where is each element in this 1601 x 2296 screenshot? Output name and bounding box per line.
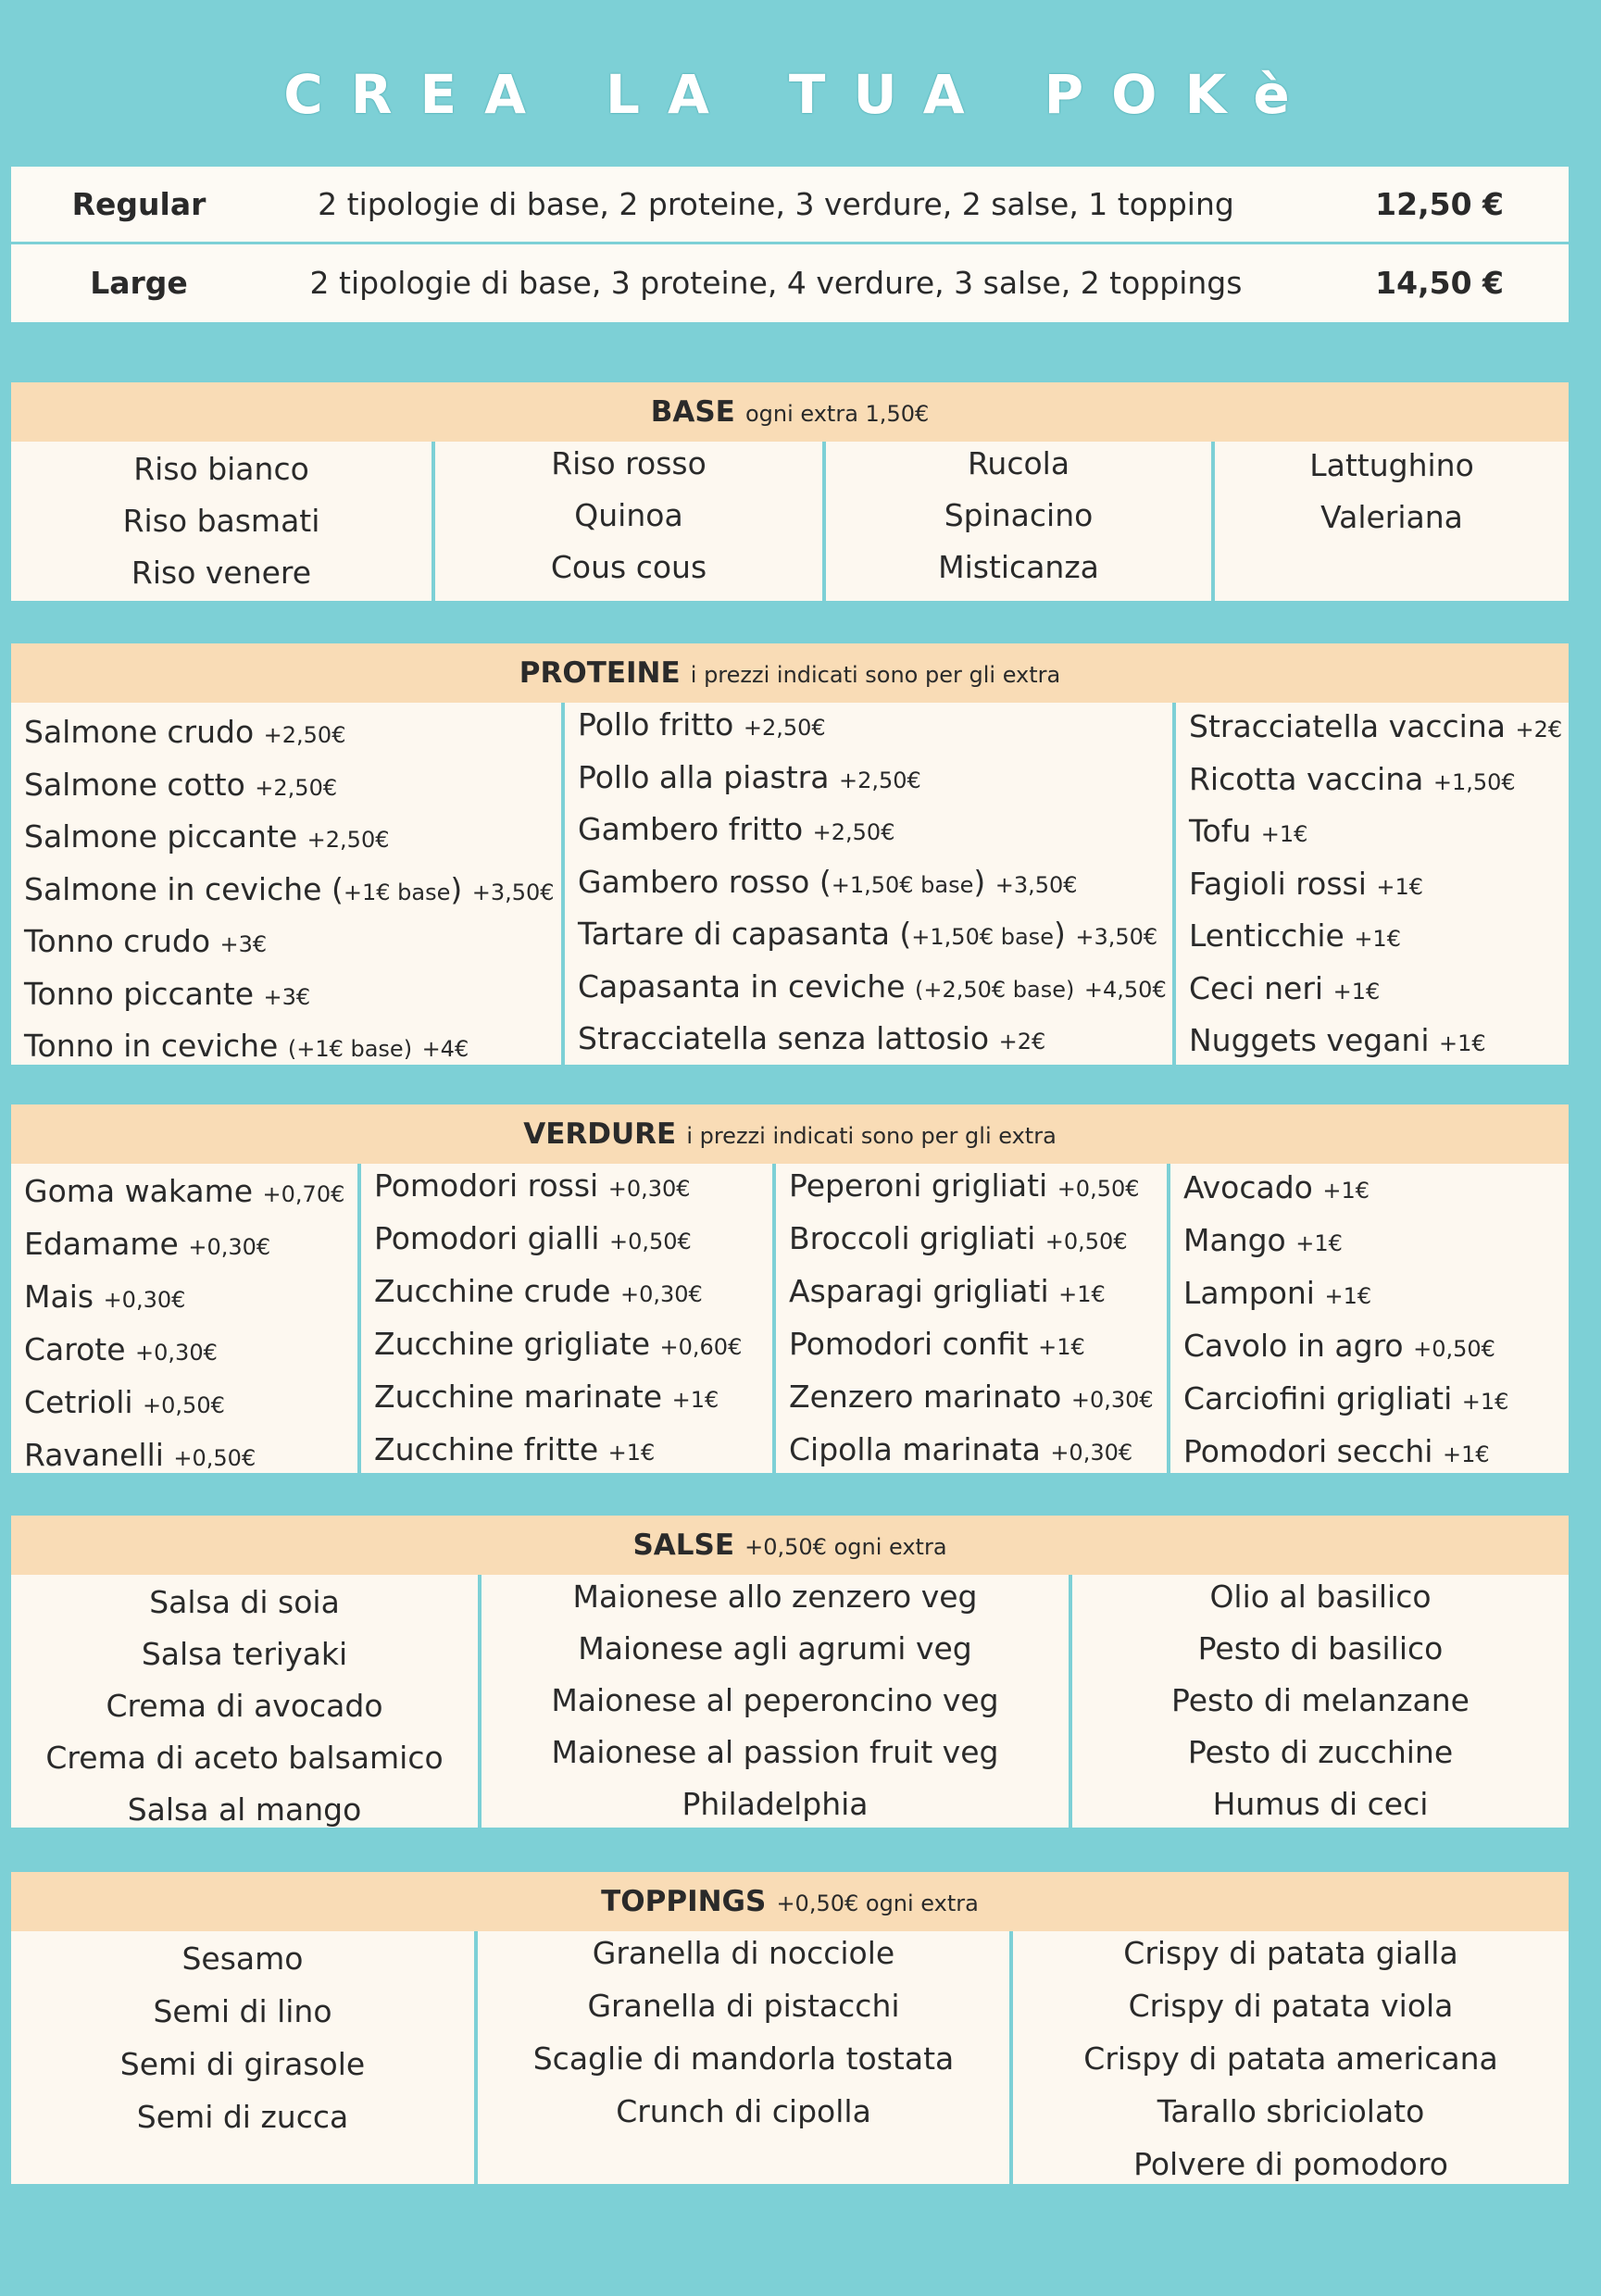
item-price: +4,50€ [1083,976,1167,1003]
item-name: Pomodori rossi [374,1167,599,1204]
title-word: LA [606,63,737,126]
section-body [11,1575,1569,1828]
item-name: Salsa di soia [149,1584,340,1620]
item-name: Carote [24,1331,126,1367]
item-name: Pesto di zucchine [1187,1734,1454,1770]
menu-item [482,1786,1069,1822]
title-word: TUA [788,63,993,126]
item-price: +1€ [1295,1230,1343,1256]
item-paren: ( [819,863,832,900]
item-price: +2,50€ [263,722,346,748]
size-name: Regular [71,186,206,222]
item-price: +3,50€ [1075,924,1158,950]
item-name: Riso bianco [133,451,309,487]
item-price: +1€ [1322,1178,1370,1204]
item-name: Pesto di basilico [1197,1630,1444,1666]
item-paren: ) [973,863,986,900]
menu-item [789,1167,1140,1204]
menu-item [1013,2093,1569,2129]
menu-item [1189,970,1380,1006]
item-name: Crunch di cipolla [616,2093,871,2129]
item-name: Ricotta vaccina [1189,760,1424,797]
menu-item [482,1578,1069,1615]
menu-item [24,1279,185,1315]
item-name: Granella di pistacchi [587,1988,900,2024]
item-name: Salmone crudo [24,714,255,750]
item-name: Stracciatella vaccina [1189,708,1506,744]
menu-item [11,2046,474,2082]
item-price: +1€ [1260,821,1308,847]
menu-item [1013,1988,1569,2024]
item-name: Riso basmati [122,503,320,539]
item-name: Misticanza [938,549,1099,585]
item-price: +0,50€ [143,1392,225,1418]
item-base-surcharge: +1,50€ base [831,871,974,898]
item-price: +1€ [1332,978,1381,1004]
item-name: Zucchine fritte [374,1431,599,1467]
menu-item [789,1326,1085,1362]
item-name: Rucola [967,445,1070,481]
menu-item [11,1688,478,1724]
item-name: Semi di zucca [136,2099,349,2135]
item-price: +0,70€ [262,1181,345,1207]
item-name: Semi di girasole [119,2046,366,2082]
size-pricing-table [11,167,1569,322]
item-name: Crispy di patata americana [1083,2040,1498,2077]
item-price: +1€ [1324,1283,1372,1309]
menu-item [1183,1380,1508,1416]
item-name: Zucchine crude [374,1273,611,1309]
item-name: Quinoa [574,497,683,533]
menu-item [1189,1022,1486,1058]
menu-column [11,703,565,1065]
menu-item [24,976,310,1012]
item-name: Nuggets vegani [1189,1022,1430,1058]
menu-item [11,1993,474,2029]
item-price: +4€ [421,1036,469,1062]
menu-item [1189,917,1401,954]
item-name: Stracciatella senza lattosio [578,1020,990,1056]
item-name: Spinacino [944,497,1094,533]
menu-item [578,811,894,847]
item-name: Cipolla marinata [789,1431,1041,1467]
menu-item [11,451,432,487]
item-price: +3,50€ [471,879,555,905]
item-name: Cavolo in agro [1183,1328,1404,1364]
menu-item [1072,1630,1569,1666]
menu-item [1183,1275,1371,1311]
item-price: +0,30€ [1070,1387,1154,1413]
item-name: Valeriana [1320,499,1463,535]
item-name: Salmone piccante [24,818,298,855]
item-name: Semi di lino [153,1993,332,2029]
item-price: +1€ [607,1440,656,1466]
size-description: 2 tipologie di base, 2 proteine, 3 verdure, 2 salse, 1 topping [318,186,1234,222]
menu-column [1215,442,1569,601]
menu-item [789,1220,1128,1256]
menu-item [826,445,1211,481]
menu-item [11,1584,478,1620]
section-header [11,1104,1569,1164]
item-price: +0,50€ [608,1229,692,1254]
item-name: Maionese al peperoncino veg [551,1682,999,1718]
item-price: +1€ [1439,1030,1486,1056]
section-header [11,382,1569,442]
section-salse [11,1516,1569,1828]
item-name: Philadelphia [682,1786,869,1822]
menu-item [11,2099,474,2135]
menu-item [1072,1734,1569,1770]
item-name: Sesamo [181,1940,304,1977]
item-name: Tartare di capasanta [578,916,890,952]
menu-column [361,1164,776,1473]
item-name: Riso venere [131,555,312,591]
menu-item [374,1379,719,1415]
menu-item [1072,1786,1569,1822]
item-price: +1€ [671,1387,719,1413]
menu-item [435,549,822,585]
section-body [11,442,1569,601]
section-proteine [11,643,1569,1065]
item-price: +0,30€ [103,1287,186,1313]
item-name: Lamponi [1183,1275,1315,1311]
menu-item [482,1682,1069,1718]
item-name: Humus di ceci [1212,1786,1429,1822]
menu-item [826,549,1211,585]
item-price: +3,50€ [994,871,1078,898]
section-header [11,643,1569,703]
item-price: +2,50€ [306,827,390,853]
menu-item [578,864,1078,900]
item-name: Ravanelli [24,1437,164,1473]
menu-item [1072,1682,1569,1718]
size-row-regular [11,167,1569,244]
item-paren: ) [1053,916,1066,952]
item-name: Crema di avocado [106,1688,383,1724]
item-name: Zucchine grigliate [374,1326,651,1362]
menu-column [565,703,1176,1065]
item-name: Olio al basilico [1209,1578,1432,1615]
item-price: +0,30€ [607,1176,691,1202]
item-name: Lattughino [1309,447,1474,483]
item-price: +2,50€ [743,715,826,741]
item-name: Pollo fritto [578,706,734,742]
item-name: Scaglie di mandorla tostata [532,2040,955,2077]
section-title: SALSE [632,1529,735,1562]
item-name: Asparagi grigliati [789,1273,1049,1309]
item-name: Avocado [1183,1169,1313,1205]
menu-item [1189,761,1516,797]
section-title: VERDURE [523,1117,677,1151]
item-name: Lenticchie [1189,917,1345,954]
item-price: +2,50€ [255,774,338,801]
menu-item [11,503,432,539]
menu-item [24,714,345,750]
item-price: +1€ [1376,873,1424,900]
menu-item [578,706,826,742]
menu-item [1189,866,1423,902]
item-price: +1€ [1038,1334,1085,1360]
menu-item [11,1740,478,1776]
item-name: Goma wakame [24,1173,254,1209]
section-note: +0,50€ ogni extra [744,1534,947,1560]
item-base-surcharge: (+1€ base) [287,1036,413,1062]
menu-item [1072,1578,1569,1615]
item-price: +0,30€ [1050,1440,1133,1466]
menu-item [826,497,1211,533]
section-note: +0,50€ ogni extra [776,1890,979,1916]
item-price: +0,30€ [188,1234,271,1260]
item-price: +2€ [998,1029,1046,1054]
item-price: +3€ [263,983,311,1010]
menu-item [1183,1222,1343,1258]
item-name: Granella di nocciole [592,1935,895,1971]
section-note: ogni extra 1,50€ [744,401,930,427]
item-name: Tonno piccante [24,975,255,1012]
item-name: Gambero fritto [578,811,804,847]
menu-column [1170,1164,1569,1473]
item-paren: ( [331,870,344,907]
menu-item [24,1331,218,1367]
menu-item [578,968,1167,1004]
menu-item [24,923,267,959]
item-name: Riso rosso [551,445,707,481]
menu-column [11,1164,361,1473]
item-name: Cous cous [550,549,707,585]
page-title [0,57,1601,131]
menu-item [1013,2040,1569,2077]
item-name: Ceci neri [1189,969,1324,1006]
section-note: i prezzi indicati sono per gli extra [690,662,1061,688]
item-base-surcharge: +1€ base [343,879,451,905]
menu-item [1215,447,1569,483]
item-name: Pomodori gialli [374,1220,600,1256]
item-name: Gambero rosso [578,863,810,900]
menu-item [435,445,822,481]
menu-item [374,1220,692,1256]
menu-item [24,1384,225,1420]
menu-item [1183,1328,1495,1364]
item-name: Broccoli grigliati [789,1220,1036,1256]
section-title: PROTEINE [519,656,681,690]
menu-item [24,818,390,855]
menu-item [374,1273,703,1309]
menu-column [776,1164,1170,1473]
section-note: i prezzi indicati sono per gli extra [686,1123,1057,1149]
item-name: Salmone in ceviche [24,870,322,907]
size-description: 2 tipologie di base, 3 proteine, 4 verdure, 3 salse, 2 toppings [309,265,1243,301]
item-name: Tonno crudo [24,923,211,959]
item-base-surcharge: (+2,50€ base) [915,976,1075,1003]
menu-item [478,1988,1009,2024]
menu-item [24,871,555,907]
item-name: Capasanta in ceviche [578,967,906,1004]
menu-item [435,497,822,533]
item-name: Maionese allo zenzero veg [572,1578,978,1615]
section-body [11,1931,1569,2184]
size-price: 12,50 € [1375,186,1504,222]
item-name: Tofu [1189,813,1252,849]
menu-item [578,1020,1045,1056]
menu-item [578,759,921,795]
item-name: Mango [1183,1222,1286,1258]
menu-item [11,1791,478,1828]
item-name: Pomodori confit [789,1326,1029,1362]
size-name: Large [90,265,188,301]
item-price: +3€ [219,931,268,957]
item-price: +0,50€ [173,1445,256,1471]
size-price: 14,50 € [1375,265,1504,301]
menu-item [24,1028,469,1064]
item-price: +0,60€ [659,1334,743,1360]
item-price: +1€ [1354,926,1401,952]
menu-item [1013,2146,1569,2182]
menu-item [374,1167,691,1204]
item-price: +1,50€ [1432,768,1516,795]
menu-item [482,1734,1069,1770]
item-name: Crema di aceto balsamico [45,1740,444,1776]
menu-column [11,1575,482,1828]
item-name: Salmone cotto [24,766,245,803]
title-word: POKè [1044,63,1318,126]
menu-item [482,1630,1069,1666]
menu-column [1072,1575,1569,1828]
section-verdure [11,1104,1569,1473]
item-paren: ) [450,870,463,907]
menu-column [1013,1931,1569,2184]
menu-item [789,1431,1132,1467]
item-name: Maionese agli agrumi veg [578,1630,972,1666]
menu-item [24,1226,270,1262]
menu-item [11,555,432,591]
section-header [11,1872,1569,1931]
item-name: Pomodori secchi [1183,1433,1433,1469]
item-name: Fagioli rossi [1189,865,1367,902]
section-toppings [11,1872,1569,2184]
menu-item [1189,813,1307,849]
item-price: +0,30€ [135,1340,218,1366]
item-name: Polvere di pomodoro [1133,2146,1448,2182]
item-price: +0,30€ [619,1281,703,1307]
item-name: Edamame [24,1226,179,1262]
menu-item [24,1437,256,1473]
item-name: Cetrioli [24,1384,133,1420]
item-name: Crispy di patata viola [1128,1988,1454,2024]
section-body [11,1164,1569,1473]
section-title: TOPPINGS [601,1885,767,1918]
item-name: Pesto di melanzane [1171,1682,1470,1718]
menu-column [435,442,826,601]
menu-item [1189,708,1562,744]
item-name: Peperoni grigliati [789,1167,1048,1204]
item-price: +2€ [1515,717,1563,742]
item-name: Tonno in ceviche [24,1028,279,1064]
item-paren: ( [899,916,912,952]
item-name: Tarallo sbriciolato [1157,2093,1425,2129]
section-base [11,382,1569,601]
menu-column [478,1931,1013,2184]
item-name: Pollo alla piastra [578,758,830,795]
menu-item [1215,499,1569,535]
menu-item [11,1940,474,1977]
item-name: Salsa al mango [127,1791,362,1828]
item-name: Carciofini grigliati [1183,1380,1453,1416]
item-price: +2,50€ [838,767,921,793]
item-name: Salsa teriyaki [141,1636,348,1672]
item-price: +2,50€ [812,819,895,845]
section-body [11,703,1569,1065]
item-name: Maionese al passion fruit veg [551,1734,999,1770]
menu-item [1013,1935,1569,1971]
item-price: +1€ [1058,1281,1106,1307]
menu-item [478,2093,1009,2129]
item-name: Zenzero marinato [789,1379,1062,1415]
menu-item [789,1379,1154,1415]
item-price: +1€ [1461,1389,1509,1415]
section-title: BASE [650,395,735,429]
item-price: +0,50€ [1044,1229,1128,1254]
menu-column [826,442,1215,601]
item-name: Mais [24,1279,94,1315]
menu-column [1176,703,1569,1065]
item-base-surcharge: +1,50€ base [911,924,1054,950]
menu-item [24,767,337,803]
menu-item [11,1636,478,1672]
menu-item [789,1273,1106,1309]
menu-item [578,916,1157,952]
size-row-large [11,244,1569,322]
item-name: Crispy di patata gialla [1123,1935,1458,1971]
menu-item [1183,1169,1370,1205]
item-price: +1€ [1442,1441,1490,1467]
section-header [11,1516,1569,1575]
item-name: Zucchine marinate [374,1379,663,1415]
menu-column [11,442,435,601]
menu-item [1183,1433,1490,1469]
menu-column [482,1575,1072,1828]
menu-item [374,1431,655,1467]
item-price: +0,50€ [1413,1336,1495,1362]
item-price: +0,50€ [1057,1176,1140,1202]
menu-item [478,1935,1009,1971]
title-word: CREA [283,63,555,126]
menu-column [11,1931,478,2184]
menu-item [478,2040,1009,2077]
menu-item [24,1173,344,1209]
menu-item [374,1326,742,1362]
